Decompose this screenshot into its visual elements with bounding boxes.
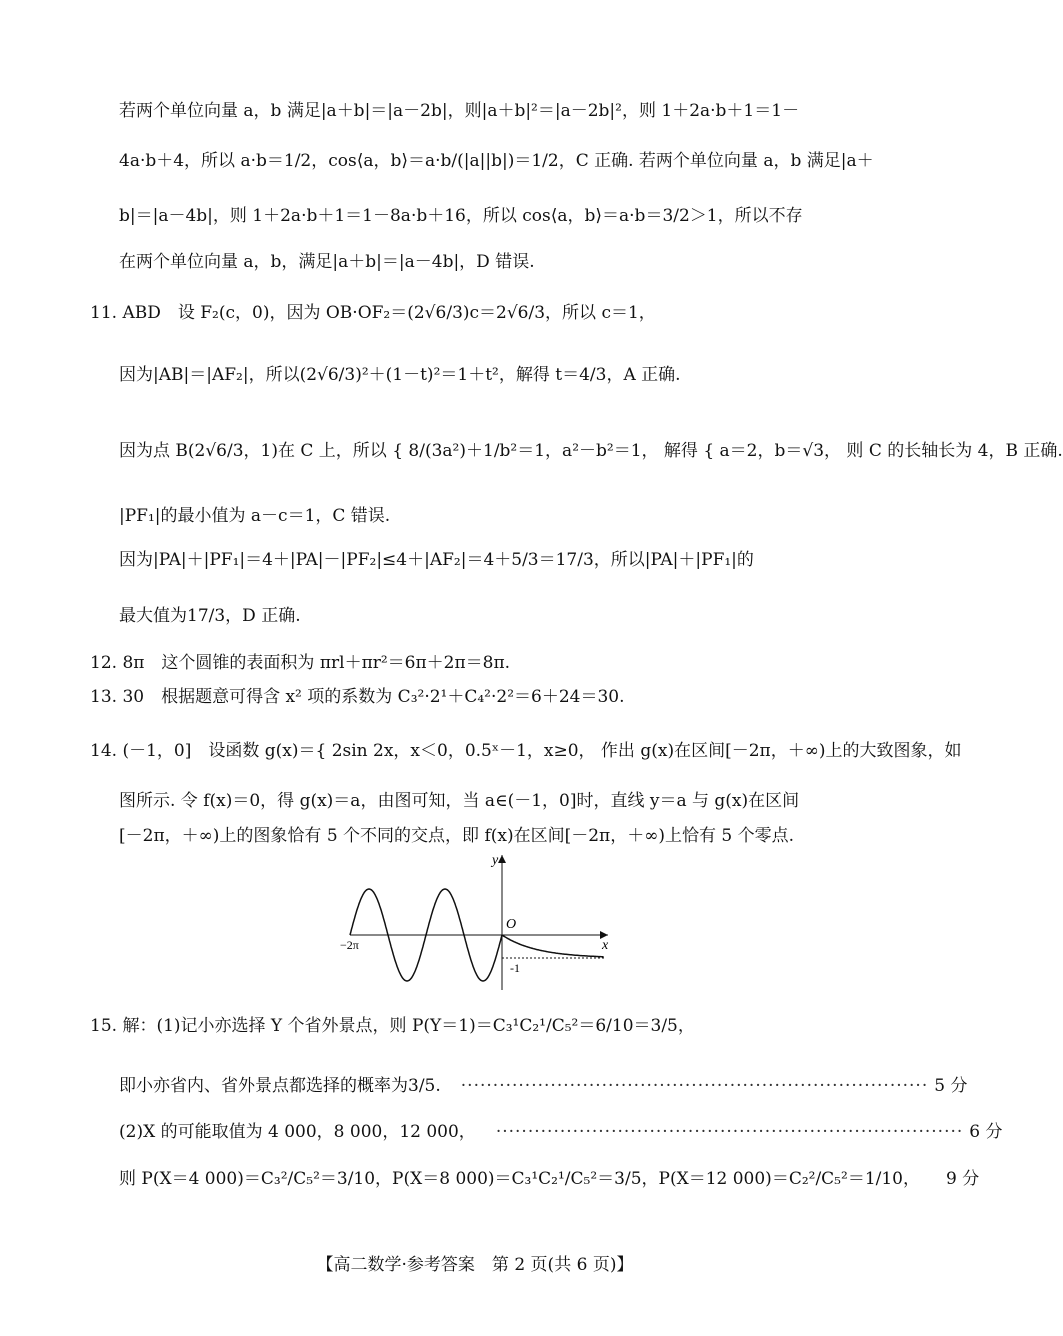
score-row-text: (2)X 的可能取值为 4 000，8 000，12 000， xyxy=(119,1122,476,1142)
score-value: 5 分 xyxy=(934,1076,968,1096)
score-row-text: 则 P(X＝4 000)＝C₃²/C₅²＝3/10，P(X＝8 000)＝C₃¹C₂¹/C₅²＝3/5，P(X＝12 000)＝C₂²/C₅²＝1/10， xyxy=(119,1169,920,1189)
exponential-curve xyxy=(502,935,604,957)
leader-dots: ········································································· xyxy=(495,1122,964,1142)
score-value: 6 分 xyxy=(969,1122,1003,1142)
x-axis-label: x xyxy=(602,938,609,953)
function-graph xyxy=(340,850,620,1000)
asymptote-label: -1 xyxy=(510,961,520,975)
text-line-4: 在两个单位向量 a，b，满足|a＋b|＝|a－4b|，D 错误. xyxy=(119,252,535,272)
q15-line-1: 15. 解：(1)记小亦选择 Y 个省外景点，则 P(Y＝1)＝C₃¹C₂¹/C₅²＝6/10＝3/5， xyxy=(90,1016,695,1036)
q11-line-1: 11. ABD 设 F₂(c，0)，因为 OB·OF₂＝(2√6/3)c＝2√6/3，所以 c＝1， xyxy=(90,303,656,323)
score-row-1 xyxy=(119,1075,968,1097)
q11-line-3: 因为点 B(2√6/3，1)在 C 上，所以 { 8/(3a²)＋1/b²＝1，a²－b²＝1， 解得 { a＝2，b＝√3， 则 C 的长轴长为 4，B 正确. xyxy=(119,441,1063,461)
q14-line-2: 图所示. 令 f(x)＝0，得 g(x)＝a，由图可知，当 a∈(－1，0]时，直线 y＝a 与 g(x)在区间 xyxy=(119,791,800,811)
y-axis-label: y xyxy=(492,853,499,868)
score-row-3 xyxy=(119,1168,980,1190)
score-row-text: 即小亦省内、省外景点都选择的概率为3/5. xyxy=(119,1076,441,1096)
origin-label: O xyxy=(506,917,517,932)
q14-line-3: [－2π，＋∞)上的图象恰有 5 个不同的交点，即 f(x)在区间[－2π，＋∞)上恰有 5 个零点. xyxy=(119,826,795,846)
q13-line: 13. 30 根据题意可得含 x² 项的系数为 C₃²·2¹＋C₄²·2²＝6＋24＝30. xyxy=(90,687,625,707)
score-value: 9 分 xyxy=(946,1169,980,1189)
q14-line-1: 14. (－1，0] 设函数 g(x)＝{ 2sin 2x，x＜0，0.5ˣ－1，x≥0， 作出 g(x)在区间[－2π，＋∞)上的大致图象，如 xyxy=(90,741,962,761)
q11-line-4: |PF₁|的最小值为 a－c＝1，C 错误. xyxy=(119,506,391,526)
page-footer: 【高二数学·参考答案 第 2 页(共 6 页)】 xyxy=(316,1255,634,1275)
q11-line-6: 最大值为17/3，D 正确. xyxy=(119,606,301,626)
q11-line-2: 因为|AB|＝|AF₂|，所以(2√6/3)²＋(1－t)²＝1＋t²，解得 t＝4/3，A 正确. xyxy=(119,365,681,385)
text-line-2: 4a·b＋4，所以 a·b＝1/2，cos⟨a，b⟩＝a·b/(|a||b|)＝1/2，C 正确. 若两个单位向量 a，b 满足|a＋ xyxy=(119,151,874,171)
text-line-3: b|＝|a－4b|，则 1＋2a·b＋1＝1－8a·b＋16，所以 cos⟨a，b⟩＝a·b＝3/2＞1，所以不存 xyxy=(119,206,803,226)
leader-dots: ········································································· xyxy=(460,1076,929,1096)
q11-line-5: 因为|PA|＋|PF₁|＝4＋|PA|－|PF₂|≤4＋|AF₂|＝4＋5/3＝17/3，所以|PA|＋|PF₁|的 xyxy=(119,550,754,570)
text-line-1: 若两个单位向量 a，b 满足|a＋b|＝|a－2b|，则|a＋b|²＝|a－2b|²，则 1＋2a·b＋1＝1－ xyxy=(119,101,800,121)
score-row-2 xyxy=(119,1121,1003,1143)
q12-line: 12. 8π 这个圆锥的表面积为 πrl＋πr²＝6π＋2π＝8π. xyxy=(90,653,511,673)
left-bound-label: −2π xyxy=(340,938,359,952)
y-axis-arrow xyxy=(498,855,506,863)
